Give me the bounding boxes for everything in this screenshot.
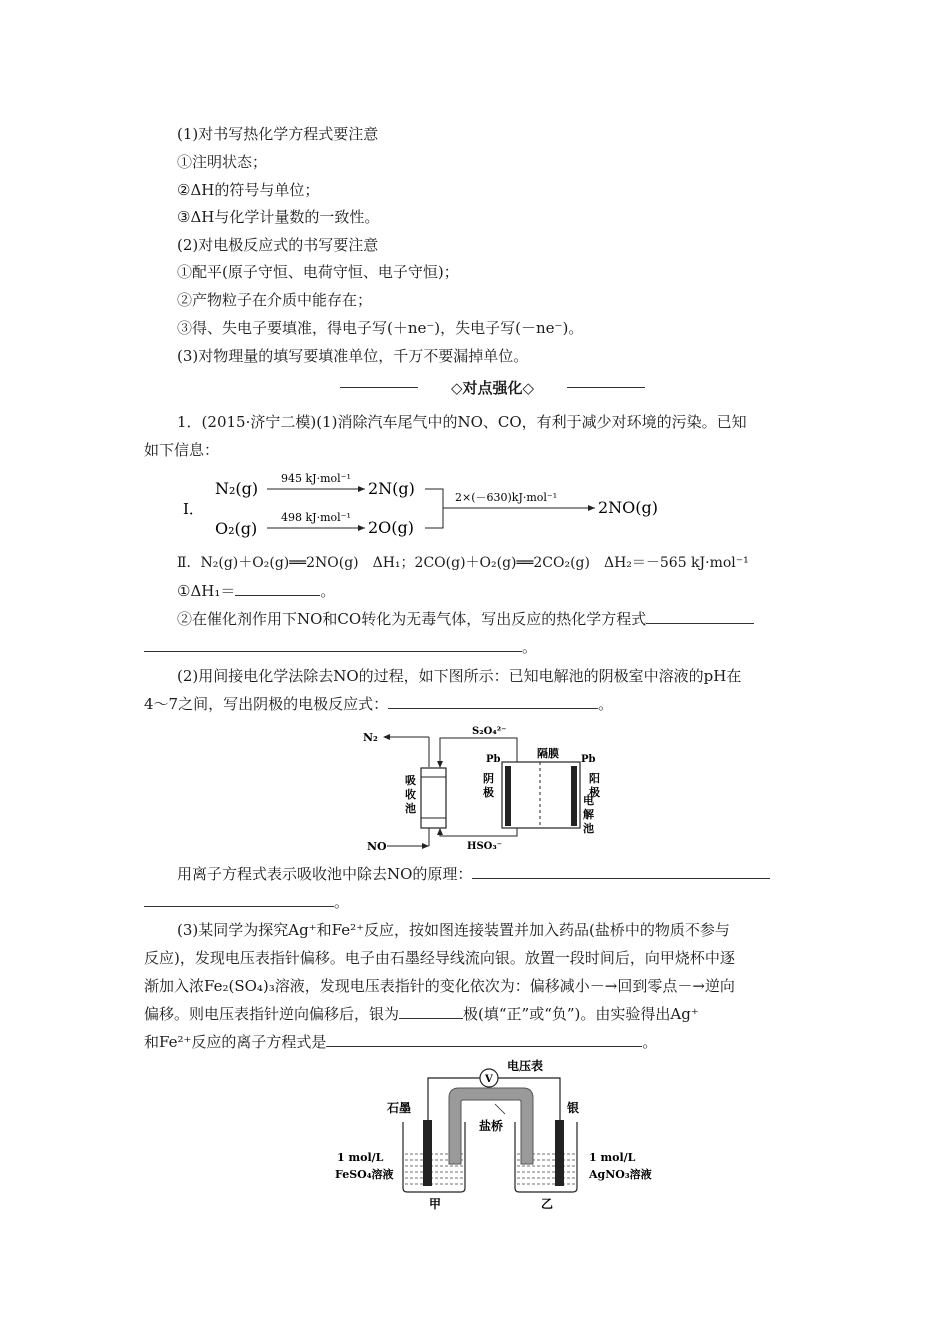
- diag2-right-sol: AgNO₃溶液: [589, 1168, 652, 1181]
- note-line-7: ②产物粒子在介质中能存在；: [177, 291, 373, 309]
- section-title: ◇对点强化◇: [450, 379, 535, 397]
- electro-char-2: 解: [583, 808, 594, 821]
- q1-p2-c-end: 。: [334, 893, 350, 911]
- q1-p3-e-end: 。: [642, 1033, 658, 1051]
- scheme-o2: O₂(g): [215, 519, 258, 538]
- q1-part-b-cont: [144, 637, 537, 657]
- q1-p3-c: 渐加入浓Fe₂(SO₄)₃溶液，发现电压表指针的变化依次为：偏移减小－→回到零点－→逆向: [144, 977, 735, 995]
- section-rule-left: [340, 387, 418, 388]
- diag2-left-conc: 1 mol/L: [337, 1151, 384, 1164]
- q1-p3-e: [144, 1032, 657, 1052]
- q1-p2-c-cont: [144, 892, 349, 912]
- scheme-e3: 2×(－630)kJ·mol⁻¹: [455, 491, 558, 504]
- q1-p3-d-text: 偏移。则电压表指针逆向偏移后，银为: [144, 1005, 400, 1023]
- note-line-9: (3)对物理量的填写要填准单位，千万不要漏掉单位。: [177, 347, 529, 365]
- electrolysis-cell: [502, 762, 580, 828]
- diag2-bridge: 盐桥: [479, 1119, 504, 1133]
- q1-part-b: [177, 609, 754, 629]
- absorb-char-3: 池: [405, 802, 416, 815]
- diag1-membrane: 隔膜: [537, 747, 559, 760]
- scheme-roman: Ⅰ．: [183, 500, 204, 518]
- answer-blank-ionic[interactable]: [326, 1032, 642, 1047]
- cathode-char-2: 极: [483, 786, 494, 799]
- q1-p2-c-text: 用离子方程式表示吸收池中除去NO的原理：: [177, 865, 473, 883]
- q1-p3-d: [144, 1004, 699, 1024]
- q1-p3-d-end: 极(填“正”或“负”)。由实验得出Ag⁺: [463, 1005, 699, 1023]
- note-line-6: ①配平(原子守恒、电荷守恒、电子守恒)；: [177, 263, 459, 281]
- reaction-scheme: [175, 470, 695, 546]
- scheme-e2: 498 kJ·mol⁻¹: [281, 511, 351, 524]
- absorb-char-1: 吸: [405, 774, 416, 787]
- q1-p3-e-text: 和Fe²⁺反应的离子方程式是: [144, 1033, 327, 1051]
- q1-p2-a: (2)用间接电化学法除去NO的过程，如下图所示：已知电解池的阴极室中溶液的pH在: [177, 667, 742, 685]
- q1-p3-b: 反应)，发现电压表指针偏移。电子由石墨经导线流向银。放置一段时间后，向甲烧杯中逐: [144, 949, 735, 967]
- diag2-graphite: 石墨: [387, 1101, 412, 1115]
- q1-intro-a: 1．(2015·济宁二模)(1)消除汽车尾气中的NO、CO，有利于减少对环境的污染。已知: [177, 413, 747, 431]
- q1-part-a: [177, 581, 335, 601]
- diag1-pb-right: Pb: [581, 754, 596, 765]
- section-rule-right: [567, 387, 645, 388]
- electrolysis-diagram: [355, 722, 605, 860]
- diag1-no: NO: [367, 840, 387, 853]
- scheme-p2: 2O(g): [368, 518, 415, 537]
- anode-char-1: 阳: [589, 772, 600, 785]
- q1-line2: Ⅱ．N₂(g)＋O₂(g)══2NO(g) ΔH₁；2CO(g)＋O₂(g)══2CO₂(g) ΔH₂＝－565 kJ·mol⁻¹: [177, 555, 749, 571]
- silver-electrode: [555, 1120, 564, 1186]
- diag1-hso3: HSO₃⁻: [467, 841, 503, 852]
- diag1-n2: N₂: [363, 731, 378, 744]
- q1-intro-b: 如下信息：: [144, 441, 220, 459]
- diag2-voltmeter: 电压表: [507, 1059, 544, 1073]
- diag1-s2o4: S₂O₄²⁻: [472, 726, 507, 737]
- answer-blank-absorb-2[interactable]: [144, 892, 334, 907]
- scheme-e1: 945 kJ·mol⁻¹: [281, 472, 351, 485]
- note-line-4: ③ΔH与化学计量数的一致性。: [177, 208, 380, 226]
- scheme-p3: 2NO(g): [598, 498, 659, 517]
- answer-blank-electrode[interactable]: [399, 1004, 463, 1019]
- q1-part-b-end: 。: [522, 638, 538, 656]
- q1-p2-b-text: 4～7之间，写出阴极的电极反应式：: [144, 695, 389, 713]
- diag2-left-sol: FeSO₄溶液: [335, 1168, 394, 1181]
- q1-p2-b: [144, 694, 613, 714]
- pb-anode: [571, 766, 577, 826]
- answer-blank-absorb-1[interactable]: [472, 864, 770, 879]
- diag2-yi: 乙: [541, 1197, 554, 1211]
- scheme-p1: 2N(g): [368, 479, 415, 498]
- note-line-3: ②ΔH的符号与单位；: [177, 181, 320, 199]
- absorb-char-2: 收: [405, 788, 416, 801]
- cathode-char-1: 阴: [483, 772, 494, 785]
- q1-part-a-text: ①ΔH₁＝: [177, 582, 236, 600]
- q1-part-b-text: ②在催化剂作用下NO和CO转化为无毒气体，写出反应的热化学方程式: [177, 610, 647, 628]
- anode-char-2: 极: [589, 786, 600, 799]
- diag1-cathode: [482, 771, 494, 799]
- answer-blank-thermo-1[interactable]: [646, 609, 754, 624]
- q1-part-a-end: 。: [320, 582, 336, 600]
- q1-p2-c: [177, 864, 770, 884]
- scheme-n2: N₂(g): [215, 479, 259, 498]
- diag2-jia: 甲: [429, 1197, 442, 1211]
- answer-blank-thermo-2[interactable]: [144, 637, 522, 652]
- galvanic-cell-diagram: [335, 1056, 665, 1216]
- note-line-1: (1)对书写热化学方程式要注意: [177, 125, 379, 143]
- note-line-5: (2)对电极反应式的书写要注意: [177, 236, 379, 254]
- diag1-pb-left: Pb: [486, 754, 501, 765]
- note-line-8: ③得、失电子要填准，得电子写(＋ne⁻)，失电子写(－ne⁻)。: [177, 319, 584, 337]
- note-line-2: ①注明状态；: [177, 153, 268, 171]
- pb-cathode: [505, 766, 511, 826]
- q1-p3-a: (3)某同学为探究Ag⁺和Fe²⁺反应，按如图连接装置并加入药品(盐桥中的物质不参与: [177, 921, 730, 939]
- answer-blank-cathode[interactable]: [388, 694, 598, 709]
- q1-p2-b-end: 。: [598, 695, 614, 713]
- answer-blank-dh1[interactable]: [235, 581, 320, 596]
- diag1-electro: [583, 793, 595, 835]
- diag1-absorb: [405, 773, 416, 815]
- diag2-v: V: [485, 1074, 493, 1085]
- diag2-right-conc: 1 mol/L: [589, 1151, 636, 1164]
- graphite-electrode: [423, 1120, 432, 1186]
- electro-char-3: 池: [583, 822, 594, 835]
- electro-char-1: 电: [583, 794, 594, 807]
- section-header: [340, 376, 645, 400]
- diag2-silver: 银: [567, 1101, 580, 1115]
